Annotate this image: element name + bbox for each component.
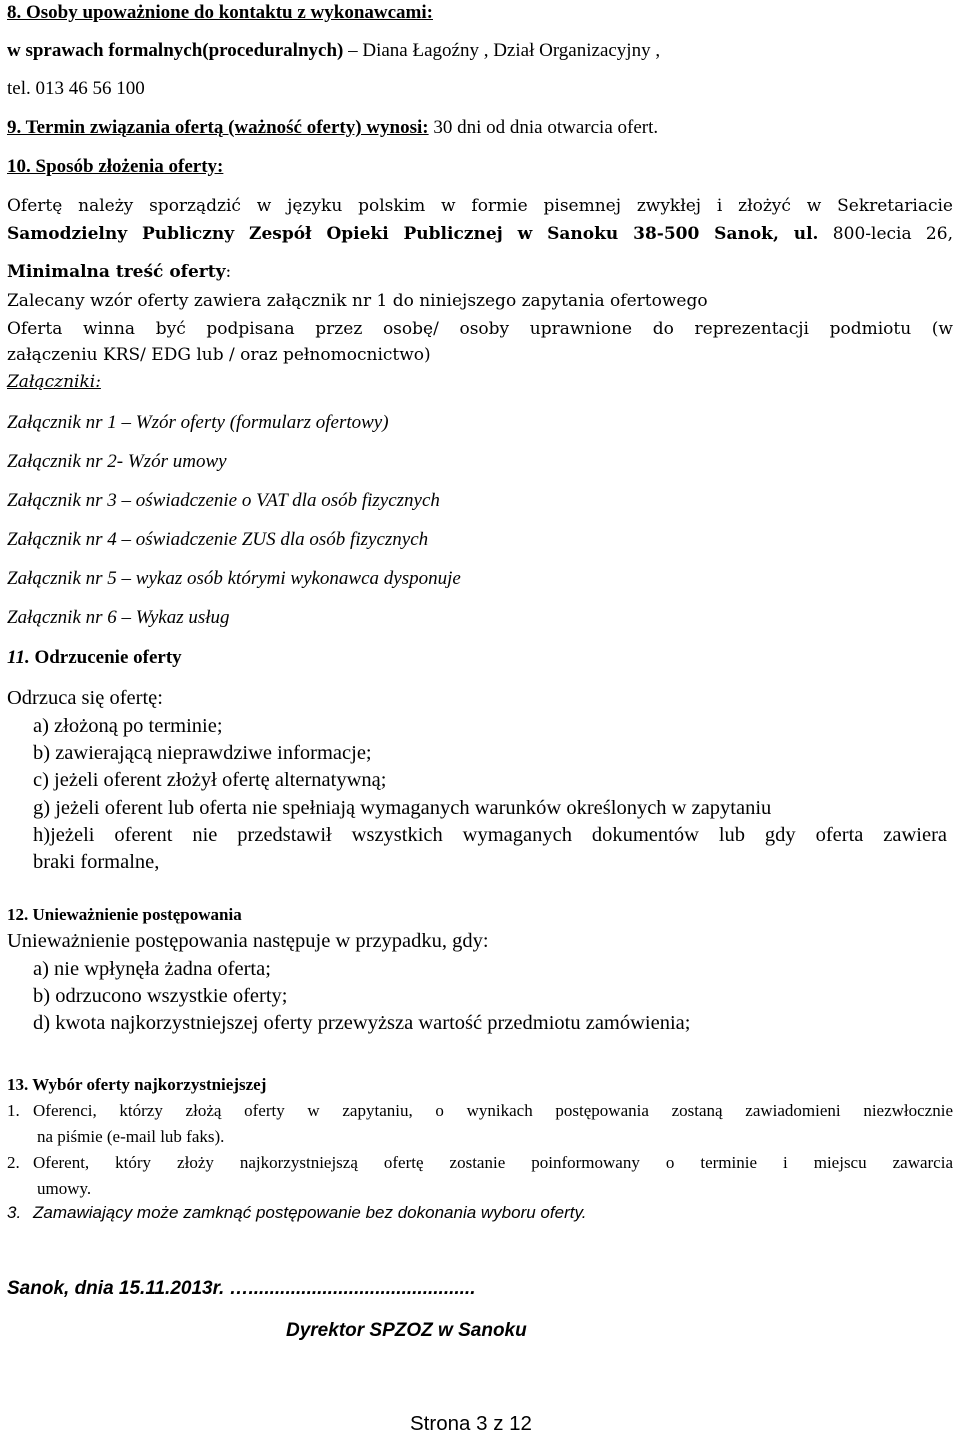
section-12-heading: 12. Unieważnienie postępowania [7, 905, 242, 924]
section-10-heading: 10. Sposób złożenia oferty: [7, 156, 224, 177]
rejection-item: h)jeżeli oferent nie przedstawił wszystkich wymaganych dokumentów lub gdy oferta zawiera [33, 824, 947, 846]
minimal-content-colon: : [225, 262, 232, 282]
section-13-heading: 13. Wybór oferty najkorzystniejszej [7, 1075, 267, 1094]
submission-text-line-2 [7, 224, 953, 244]
selection-point-1-number: 1. [7, 1101, 20, 1120]
selection-point-3-text: Zamawiający może zamknąć postępowanie bez dokonania wyboru oferty. [33, 1203, 587, 1222]
section-8-heading: 8. Osoby upoważnione do kontaktu z wykonawcami: [7, 2, 433, 23]
offer-signed-line-1: Oferta winna być podpisana przez osobę/ osoby uprawnione do reprezentacji podmiotu (w [7, 319, 953, 339]
attachments-label: Załączniki: [7, 372, 101, 392]
selection-point-2-line-1: Oferent, który złoży najkorzystniejszą ofertę zostanie poinformowany o terminie i miejscu zawarcia [33, 1153, 953, 1172]
annulment-intro: Unieważnienie postępowania następuje w przypadku, gdy: [7, 930, 489, 952]
section-9-heading: 9. Termin związania ofertą (ważność oferty) wynosi: [7, 117, 429, 138]
selection-point-3-number: 3. [7, 1203, 22, 1222]
contact-formal-line [7, 40, 660, 62]
offer-signed-line-2: załączeniu KRS/ EDG lub / oraz pełnomocnictwo) [7, 345, 431, 365]
submission-address-bold: Samodzielny Publiczny Zespół Opieki Publicznej w Sanoku 38-500 Sanok, ul. [7, 224, 819, 244]
section-11-heading [7, 647, 182, 669]
attachment-item: Załącznik nr 2- Wzór umowy [7, 451, 227, 472]
annulment-item: b) odrzucono wszystkie oferty; [33, 985, 288, 1007]
offer-validity-value: 30 dni od dnia otwarcia ofert. [428, 117, 659, 138]
selection-point-1-line-1: Oferenci, którzy złożą oferty w zapytaniu, o wynikach postępowania zostaną zawiadomieni niezwłocznie [33, 1101, 953, 1120]
attachment-item: Załącznik nr 1 – Wzór oferty (formularz ofertowy) [7, 412, 389, 433]
attachment-item: Załącznik nr 5 – wykaz osób którymi wykonawca dysponuje [7, 568, 461, 589]
rejection-item: b) zawierającą nieprawdziwe informacje; [33, 742, 372, 764]
section-11-number: 11. [7, 647, 30, 668]
selection-point-2-line-2: umowy. [37, 1179, 92, 1198]
selection-point-1-line-2: na piśmie (e-mail lub faks). [37, 1127, 225, 1146]
minimal-content-line [7, 262, 231, 282]
rejection-item: g) jeżeli oferent lub oferta nie spełniają wymaganych warunków określonych w zapytaniu [33, 797, 772, 819]
contact-formal-value: – Diana Łagoźny , Dział Organizacyjny , [343, 40, 661, 61]
annulment-item: d) kwota najkorzystniejszej oferty przewyższa wartość przedmiotu zamówienia; [33, 1012, 691, 1034]
submission-text-line-1: Ofertę należy sporządzić w języku polskim w formie pisemnej zwykłej i złożyć w Sekretariacie [7, 196, 953, 216]
annulment-item: a) nie wpłynęła żadna oferta; [33, 958, 271, 980]
minimal-content-label: Minimalna treść oferty [7, 262, 226, 282]
attachment-item: Załącznik nr 6 – Wykaz usług [7, 607, 230, 628]
offer-template-line: Zalecany wzór oferty zawiera załącznik nr 1 do niniejszego zapytania ofertowego [7, 291, 708, 311]
contact-formal-label: w sprawach formalnych(proceduralnych) [7, 40, 344, 61]
signatory: Dyrektor SPZOZ w Sanoku [286, 1320, 527, 1341]
contact-phone: tel. 013 46 56 100 [7, 78, 145, 99]
attachment-item: Załącznik nr 4 – oświadczenie ZUS dla osób fizycznych [7, 529, 429, 550]
rejection-intro: Odrzuca się ofertę: [7, 687, 163, 709]
attachment-item: Załącznik nr 3 – oświadczenie o VAT dla osób fizycznych [7, 490, 440, 511]
selection-point-2-number: 2. [7, 1153, 20, 1172]
rejection-item: c) jeżeli oferent złożył ofertę alternatywną; [33, 769, 387, 791]
rejection-item-continuation: braki formalne, [33, 851, 160, 873]
page-number: Strona 3 z 12 [410, 1412, 532, 1435]
section-11-title: Odrzucenie oferty [29, 647, 182, 668]
rejection-item: a) złożoną po terminie; [33, 715, 223, 737]
place-and-date: Sanok, dnia 15.11.2013r. …........................................... [7, 1278, 476, 1299]
offer-validity-line [7, 117, 658, 139]
submission-address-rest: 800-lecia 26, [818, 224, 953, 244]
